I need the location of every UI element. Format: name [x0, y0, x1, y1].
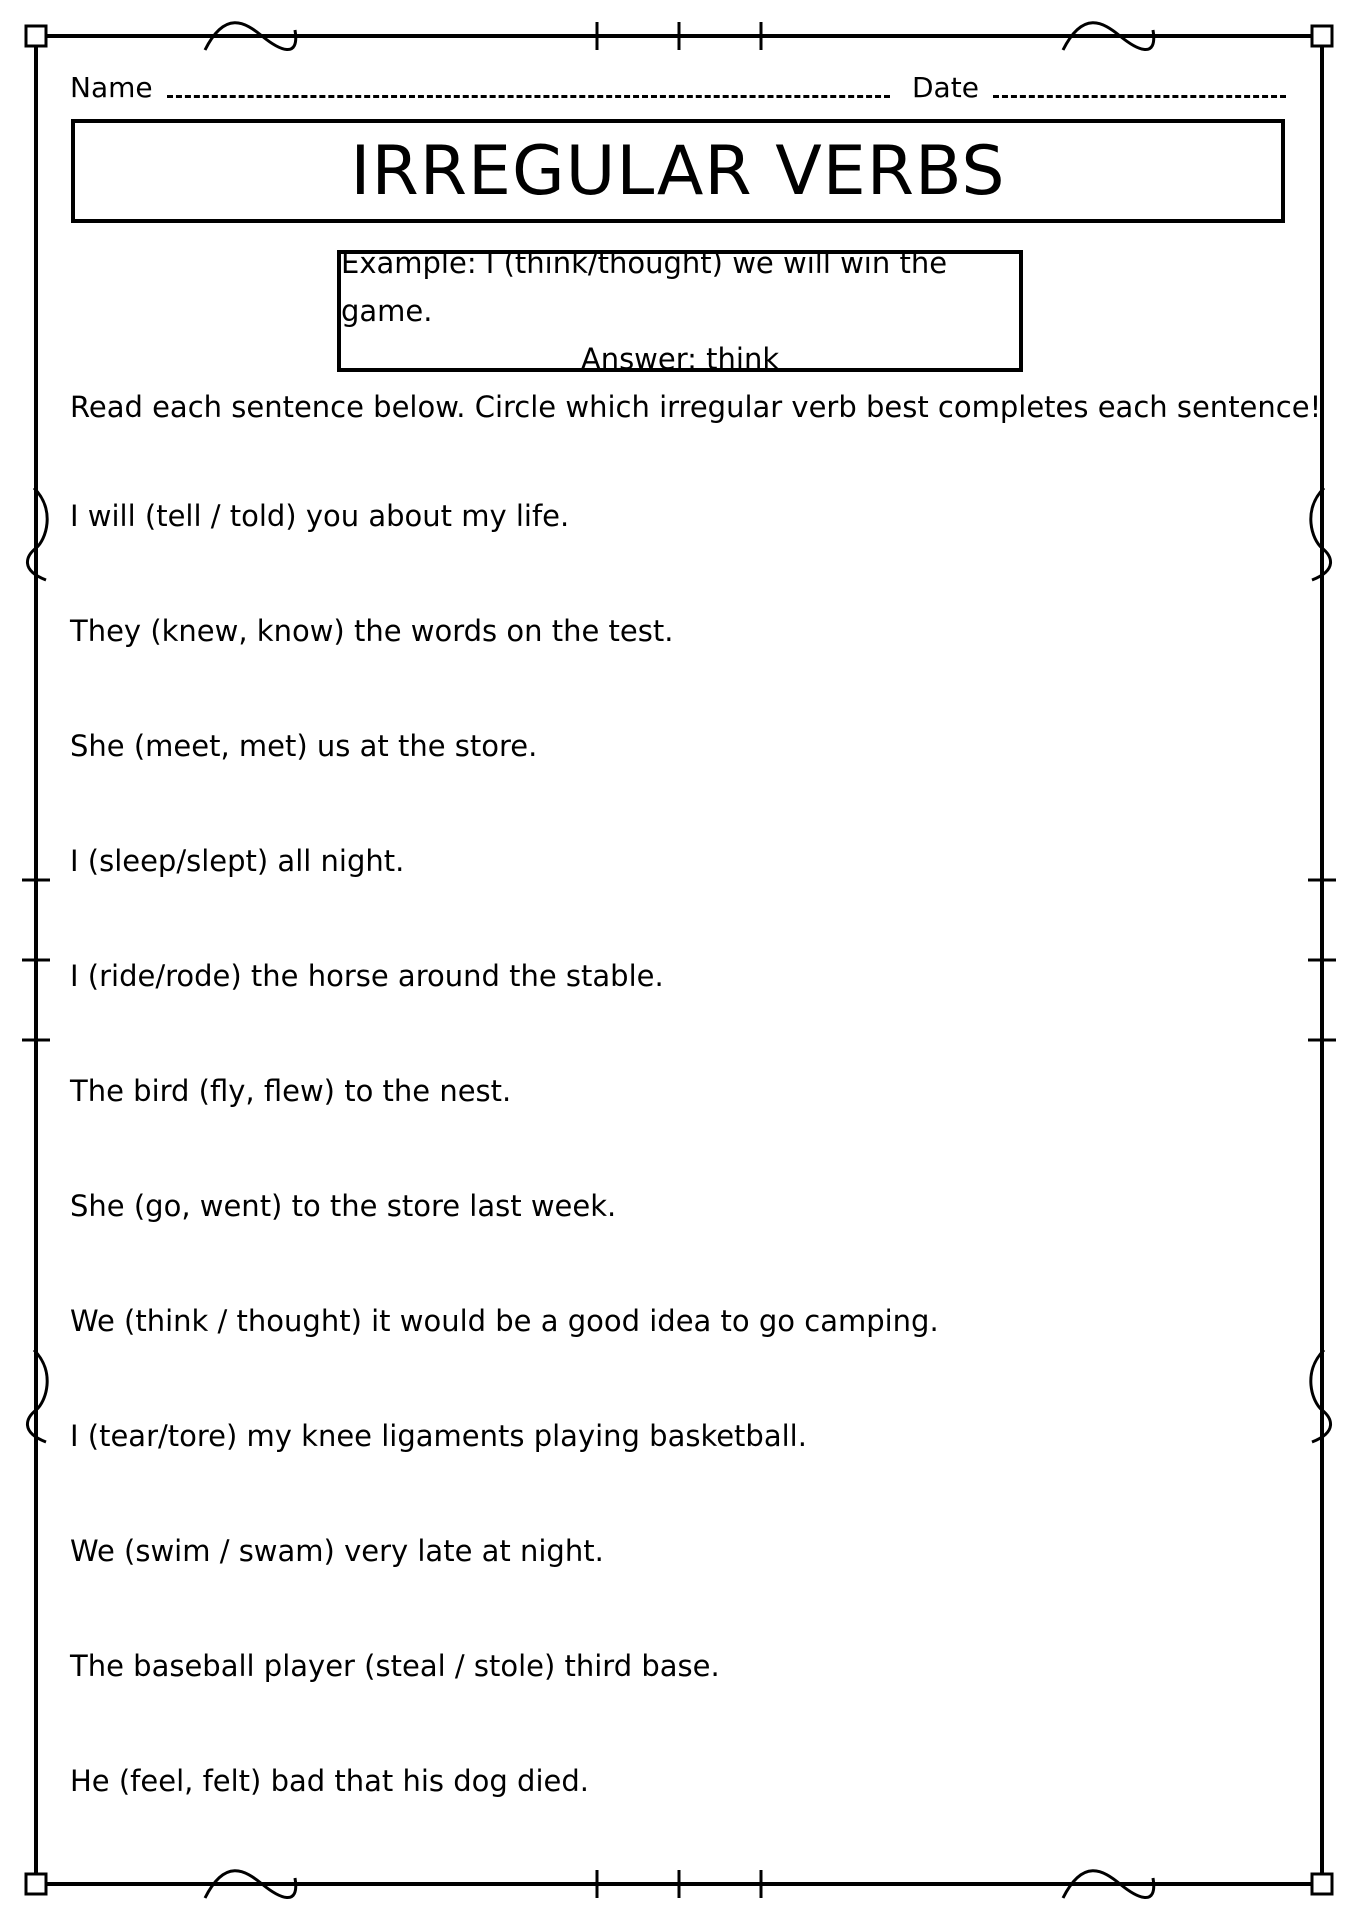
sentence-item[interactable]: I will (tell / told) you about my life. [70, 499, 570, 533]
sentence-item[interactable]: She (meet, met) us at the store. [70, 729, 538, 763]
sentence-item[interactable]: I (sleep/slept) all night. [70, 844, 405, 878]
sentence-item[interactable]: She (go, went) to the store last week. [70, 1189, 617, 1223]
instructions: Read each sentence below. Circle which irregular verb best completes each sentence! [70, 390, 1322, 424]
name-field[interactable] [70, 64, 890, 104]
sentence-item[interactable]: The bird (fly, flew) to the nest. [70, 1074, 512, 1108]
date-label: Date [912, 71, 979, 104]
sentence-item[interactable]: We (think / thought) it would be a good idea to go camping. [70, 1304, 939, 1338]
name-blank-line[interactable] [167, 95, 890, 98]
sentence-item[interactable]: They (knew, know) the words on the test. [70, 614, 674, 648]
page-title: IRREGULAR VERBS [350, 131, 1006, 211]
sentence-item[interactable]: We (swim / swam) very late at night. [70, 1534, 604, 1568]
date-blank-line[interactable] [993, 95, 1286, 98]
sentence-item[interactable]: I (ride/rode) the horse around the stable. [70, 959, 664, 993]
sentence-item[interactable]: The baseball player (steal / stole) third base. [70, 1649, 720, 1683]
date-field[interactable] [912, 64, 1286, 104]
example-answer: Answer: think [580, 342, 780, 376]
sentence-item[interactable]: He (feel, felt) bad that his dog died. [70, 1764, 589, 1798]
example-box [337, 246, 1023, 376]
sentence-item[interactable]: I (tear/tore) my knee ligaments playing basketball. [70, 1419, 807, 1453]
name-label: Name [70, 71, 153, 104]
example-sentence: Example: I (think/thought) we will win the game. [341, 246, 948, 328]
sentence-list [70, 492, 1270, 1872]
title-box [71, 119, 1285, 223]
